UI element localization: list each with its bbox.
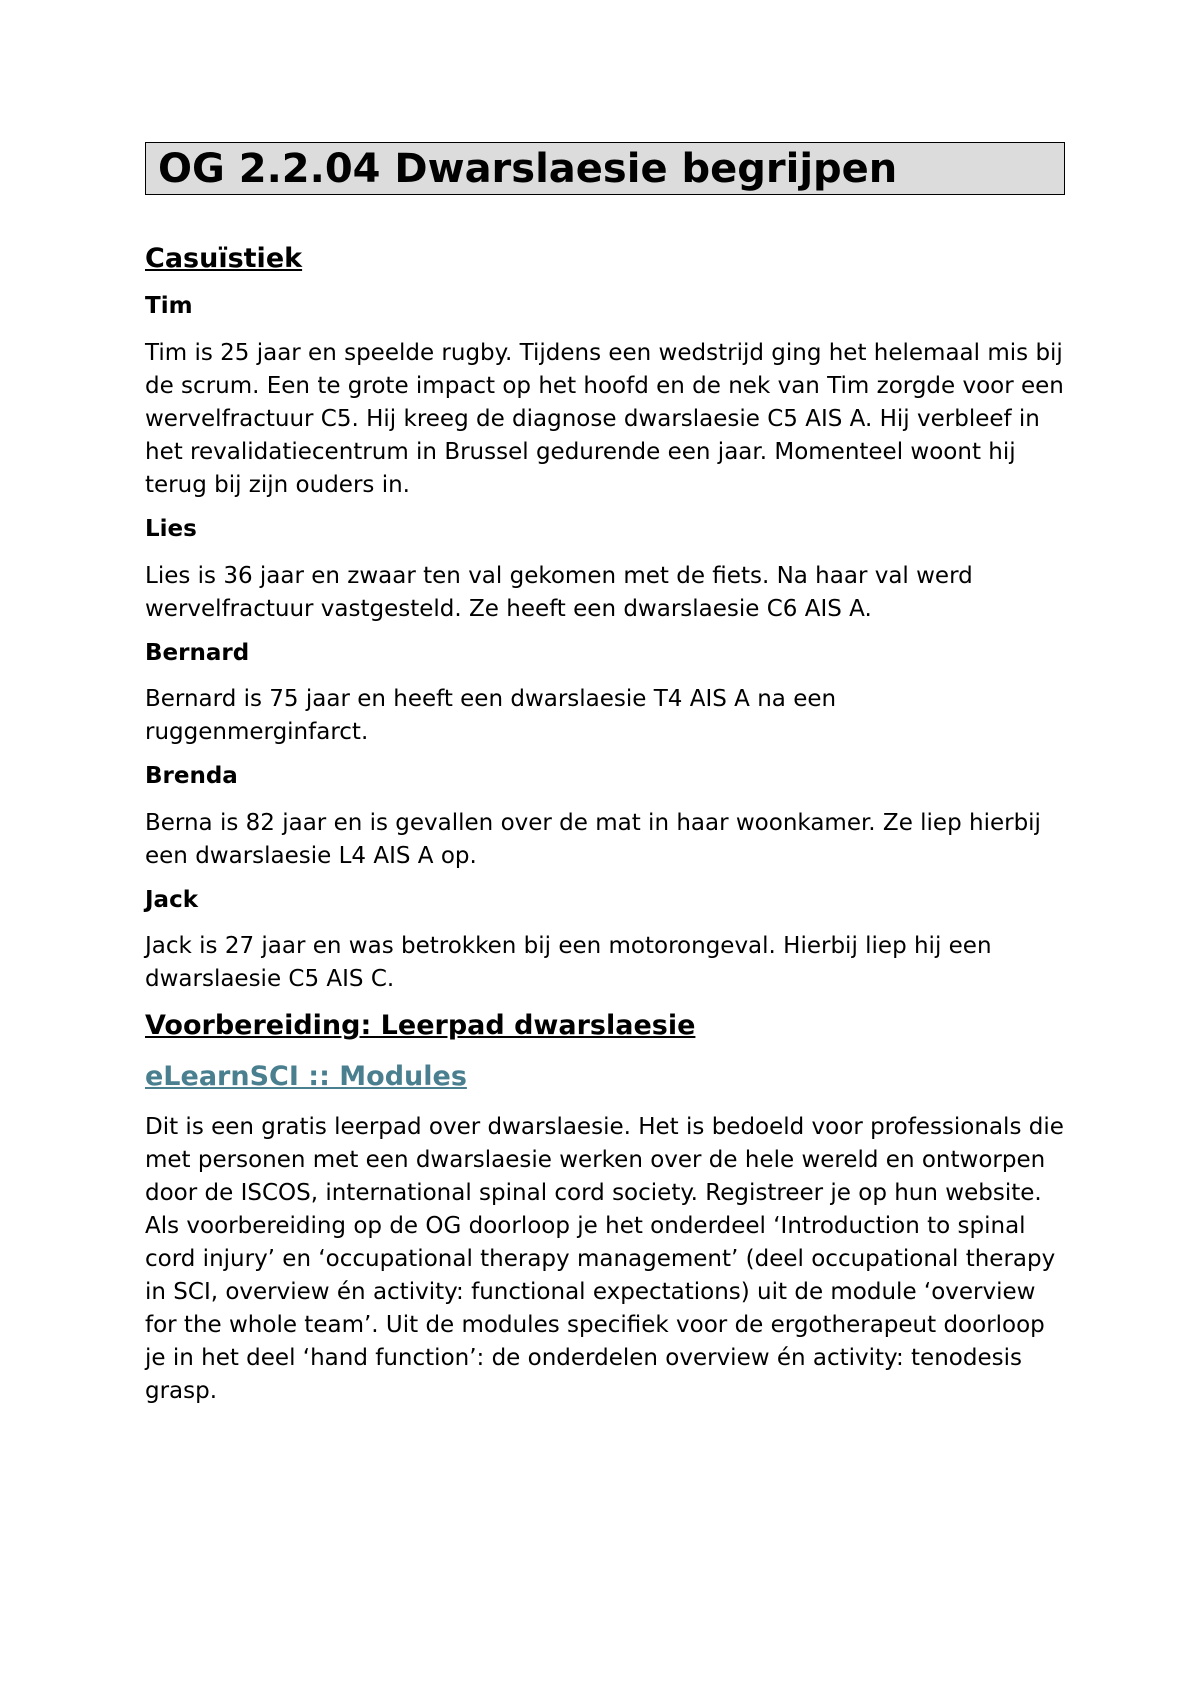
case-name-brenda: Brenda	[145, 763, 238, 790]
case-name-jack: Jack	[145, 886, 199, 913]
section-heading-casuistiek: Casuïstiek	[145, 243, 303, 274]
voorbereiding-text: Dit is een gratis leerpad over dwarslaesie. Het is bedoeld voor professionals die met personen met een dwarslaesie werken over de hele wereld en ontworpen door de ISCOS, international spinal cord society. Registreer je op hun website. Als voorbereiding op de OG doorloop je het onderdeel ‘Introduction to spinal cord injury’ en ‘occupational therapy management’ (deel occupational therapy in SCI, overview én activity: functional expectations) uit de module ‘overview for the whole team’. Uit de modules specifiek voor de ergotherapeut doorloop je in het deel ‘hand function’: de onderdelen overview én activity: tenodesis grasp.	[145, 1114, 1064, 1405]
section-heading-voorbereiding: Voorbereiding: Leerpad dwarslaesie	[145, 1010, 696, 1042]
case-text-tim: Tim is 25 jaar en speelde rugby. Tijdens een wedstrijd ging het helemaal mis bij de scrum. Een te grote impact op het hoofd en de nek van Tim zorgde voor een wervelfractuur C5. Hij kreeg de diagnose dwarslaesie C5 AIS A. Hij verbleef in het revalidatiecentrum in Brussel gedurende een jaar. Momenteel woont hij terug bij zijn ouders in.	[145, 339, 1064, 498]
case-text-jack: Jack is 27 jaar en was betrokken bij een motorongeval. Hierbij liep hij een dwarslaesie C5 AIS C.	[145, 933, 992, 993]
case-name-bernard: Bernard	[145, 639, 250, 666]
page-title: OG 2.2.04 Dwarslaesie begrijpen	[158, 145, 898, 192]
case-text-lies: Lies is 36 jaar en zwaar ten val gekomen met de fiets. Na haar val werd wervelfractuur vastgesteld. Ze heeft een dwarslaesie C6 AIS A.	[145, 562, 973, 622]
case-text-bernard: Bernard is 75 jaar en heeft een dwarslaesie T4 AIS A na een ruggenmerginfarct.	[145, 686, 837, 746]
document-page	[145, 142, 1065, 1422]
title-box	[145, 142, 1065, 195]
elearnsci-modules-link[interactable]: eLearnSCI :: Modules	[145, 1060, 467, 1092]
case-name-lies: Lies	[145, 515, 197, 542]
case-text-brenda: Berna is 82 jaar en is gevallen over de mat in haar woonkamer. Ze liep hierbij een dwarslaesie L4 AIS A op.	[145, 809, 1041, 869]
case-name-tim: Tim	[145, 293, 193, 320]
